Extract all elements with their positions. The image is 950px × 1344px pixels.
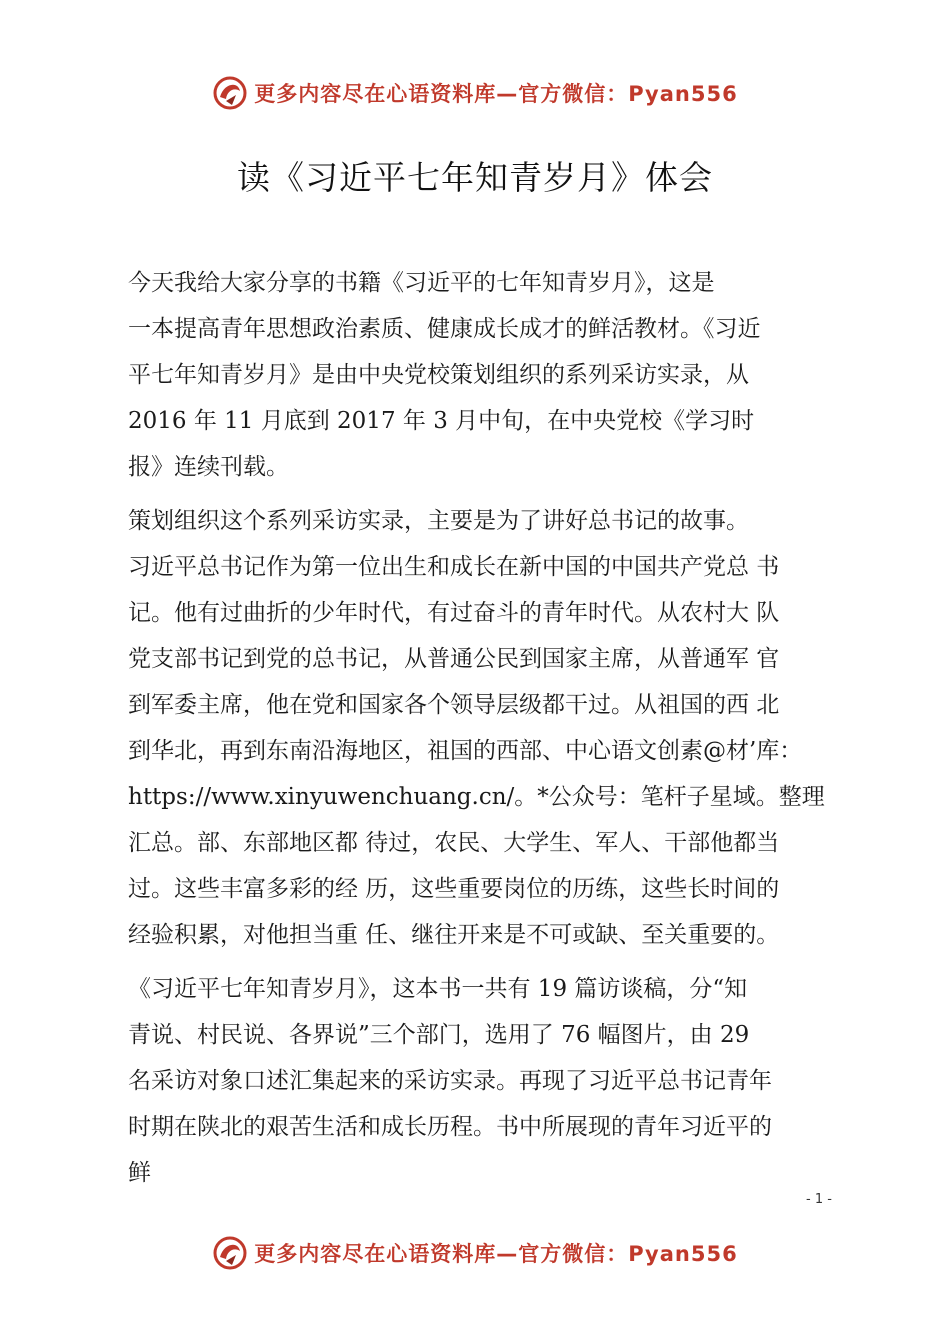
red-swirl-logo-icon (212, 75, 248, 111)
document-title: 读《习近平七年知青岁月》体会 (237, 158, 713, 197)
header-banner-text: 更多内容尽在心语资料库—官方微信：Pyan556 (254, 82, 738, 106)
text-line: 到军委主席，他在党和国家各个领导层级都干过。从祖国的西 北 (128, 692, 780, 718)
footer-banner (0, 1233, 950, 1273)
text-line: 汇总。部、东部地区都 待过，农民、大学生、军人、干部他都当 (128, 830, 780, 856)
text-line: 策划组织这个系列采访实录，主要是为了讲好总书记的故事。 (128, 508, 749, 534)
text-line: 过。这些丰富多彩的经 历，这些重要岗位的历练，这些长时间的 (128, 876, 780, 902)
paragraph-3 (128, 966, 858, 1196)
text-line: 经验积累，对他担当重 任、继往开来是不可或缺、至关重要的。 (128, 922, 780, 948)
text-line: 名采访对象口述汇集起来的采访实录。再现了习近平总书记青年 (128, 1068, 772, 1094)
text-line: 平七年知青岁月》是由中央党校策划组织的系列采访实录，从 (128, 362, 749, 388)
paragraph-1 (128, 260, 858, 490)
text-line: 青说、村民说、各界说”三个部门，选用了 76 幅图片，由 29 (128, 1022, 750, 1048)
header-banner (0, 73, 950, 113)
text-line: 到华北，再到东南沿海地区，祖国的西部、中心语文创素@材’库： (128, 738, 803, 764)
text-line: 时期在陕北的艰苦生活和成长历程。书中所展现的青年习近平的 (128, 1114, 772, 1140)
text-line: 鲜 (128, 1160, 151, 1186)
text-line: 党支部书记到党的总书记，从普通公民到国家主席，从普通军 官 (128, 646, 780, 672)
paragraph-2 (128, 498, 858, 958)
text-line: 报》连续刊载。 (128, 454, 289, 480)
document-body (128, 260, 858, 1196)
text-line: 《习近平七年知青岁月》，这本书一共有 19 篇访谈稿，分“知 (128, 976, 748, 1002)
text-line: 2016 年 11 月底到 2017 年 3 月中旬，在中央党校《学习时 (128, 408, 755, 434)
red-swirl-logo-icon (212, 1235, 248, 1271)
url-line: https://www.xinyuwenchuang.cn/。*公众号：笔杆子星域。整理 (128, 784, 825, 810)
text-line: 记。他有过曲折的少年时代，有过奋斗的青年时代。从农村大 队 (128, 600, 780, 626)
text-line: 今天我给大家分享的书籍《习近平的七年知青岁月》，这是 (128, 270, 715, 296)
text-line: 一本提高青年思想政治素质、健康成长成才的鲜活教材。《习近 (128, 316, 761, 342)
text-line: 习近平总书记作为第一位出生和成长在新中国的中国共产党总 书 (128, 554, 780, 580)
page-number: - 1 - (806, 1192, 832, 1207)
footer-banner-text: 更多内容尽在心语资料库—官方微信：Pyan556 (254, 1242, 738, 1266)
